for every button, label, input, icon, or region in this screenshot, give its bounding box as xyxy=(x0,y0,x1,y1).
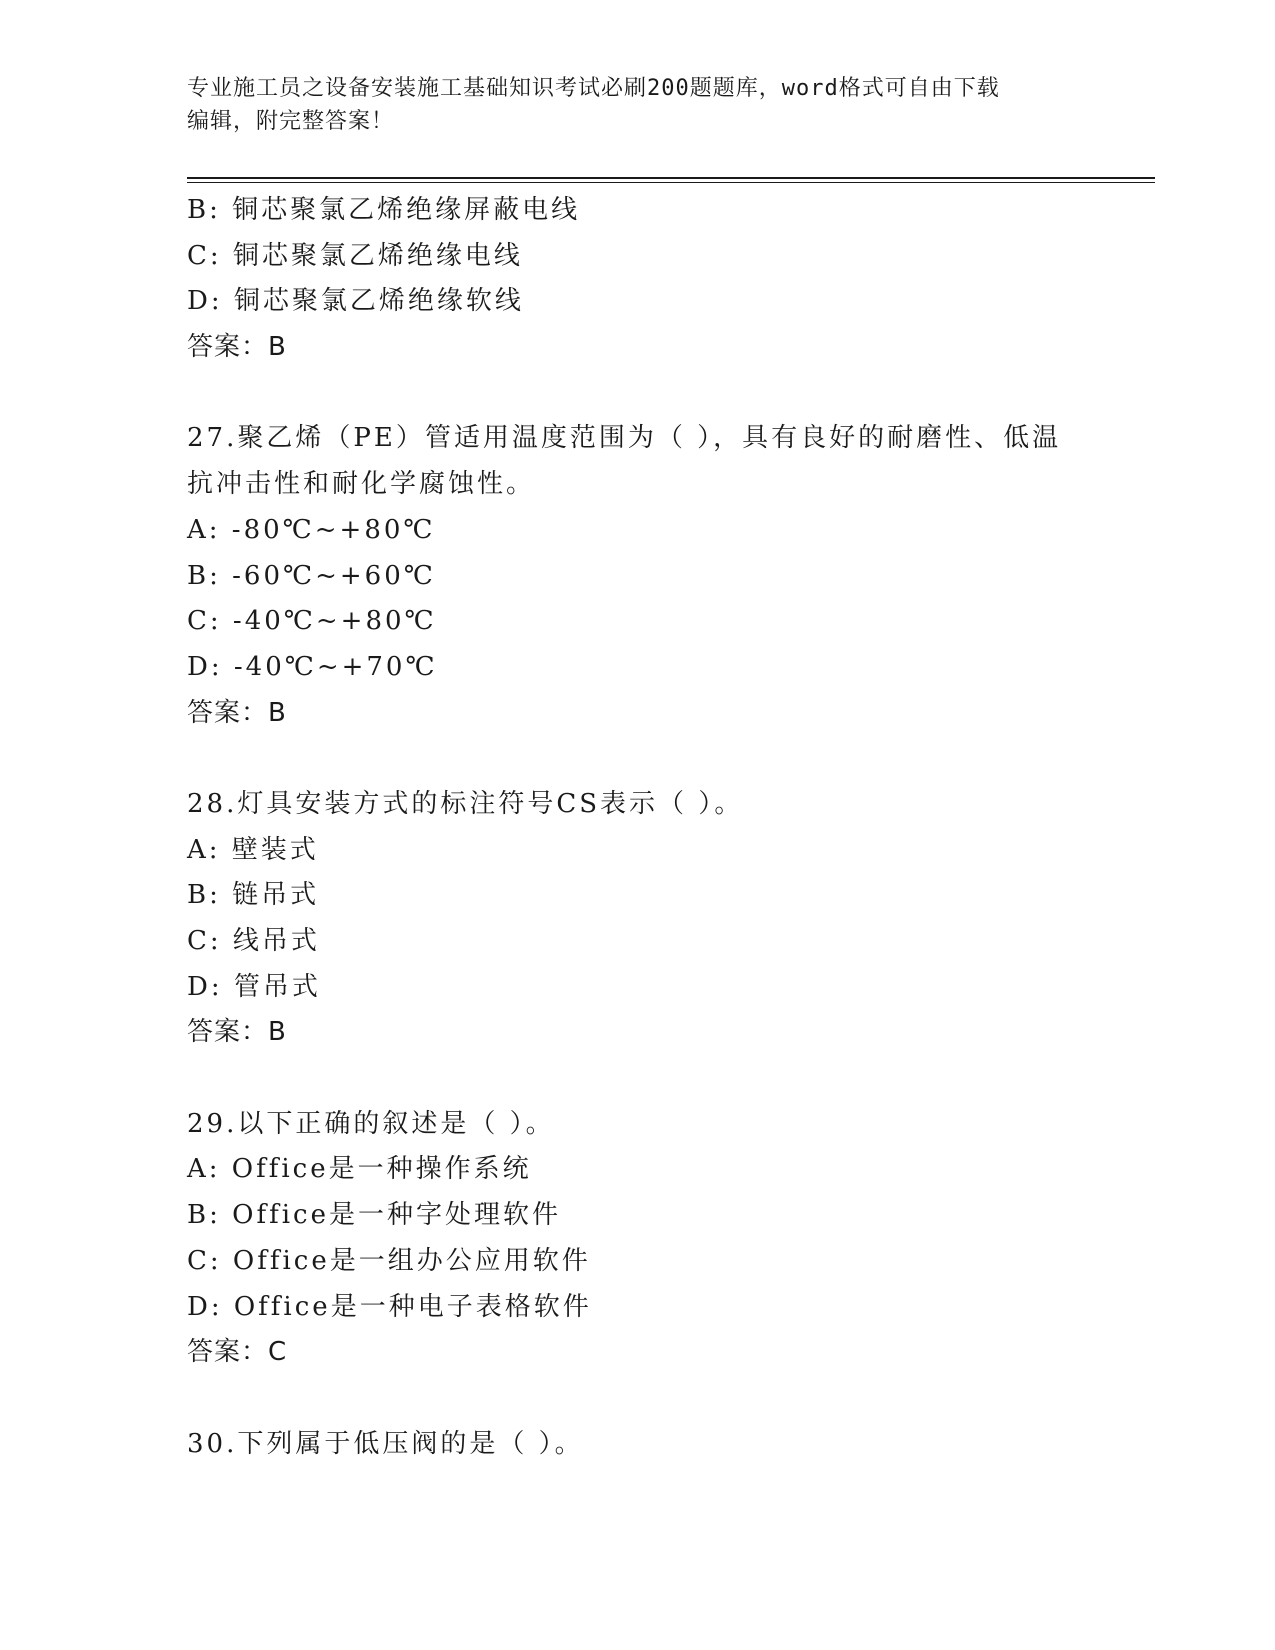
spacer xyxy=(187,371,1087,417)
spacer xyxy=(187,1376,1087,1422)
spacer xyxy=(187,736,1087,782)
option-d: D: Office是一种电子表格软件 xyxy=(187,1291,592,1322)
option-a: A: Office是一种操作系统 xyxy=(187,1154,532,1185)
question-29 xyxy=(187,1102,1087,1376)
option-c: C: Office是一组办公应用软件 xyxy=(187,1245,591,1276)
header-title-line-2: 编辑，附完整答案！ xyxy=(187,109,395,134)
option-d: D: 铜芯聚氯乙烯绝缘软线 xyxy=(187,286,524,317)
question-30 xyxy=(187,1422,1087,1468)
option-b: B: Office是一种字处理软件 xyxy=(187,1200,561,1231)
header-divider-thick xyxy=(187,177,1155,179)
answer: 答案：B xyxy=(187,1017,287,1048)
spacer xyxy=(187,1056,1087,1102)
question-text-line-1: 27.聚乙烯（PE）管适用温度范围为（ ），具有良好的耐磨性、低温 xyxy=(187,423,1062,454)
question-27 xyxy=(187,416,1087,736)
question-text: 29.以下正确的叙述是（ ）。 xyxy=(187,1108,555,1139)
option-a: A: 壁装式 xyxy=(187,834,319,865)
answer: 答案：B xyxy=(187,332,287,363)
header-title-line-1: 专业施工员之设备安装施工基础知识考试必刷200题题库，word格式可自由下载 xyxy=(187,76,1000,101)
answer: 答案：C xyxy=(187,1337,288,1368)
option-c: C: 线吊式 xyxy=(187,926,320,956)
question-text-line-2: 抗冲击性和耐化学腐蚀性。 xyxy=(187,469,536,500)
header-divider-thin xyxy=(187,182,1155,183)
question-28 xyxy=(187,782,1087,1056)
question-26 xyxy=(187,188,1087,371)
question-text: 28.灯具安装方式的标注符号CS表示（ ）。 xyxy=(187,788,744,819)
document-header xyxy=(187,72,1087,138)
option-b: B: 铜芯聚氯乙烯绝缘屏蔽电线 xyxy=(187,195,581,225)
option-c: C: -40℃~+80℃ xyxy=(187,606,437,637)
question-text: 30.下列属于低压阀的是（ ）。 xyxy=(187,1428,584,1459)
option-c: C: 铜芯聚氯乙烯绝缘电线 xyxy=(187,240,523,271)
answer: 答案：B xyxy=(187,697,287,728)
option-b: B: -60℃~+60℃ xyxy=(187,560,436,591)
question-list xyxy=(187,188,1087,1467)
option-d: D: 管吊式 xyxy=(187,971,321,1002)
option-a: A: -80℃~+80℃ xyxy=(187,514,436,545)
option-b: B: 链吊式 xyxy=(187,880,320,911)
option-d: D: -40℃~+70℃ xyxy=(187,651,438,682)
